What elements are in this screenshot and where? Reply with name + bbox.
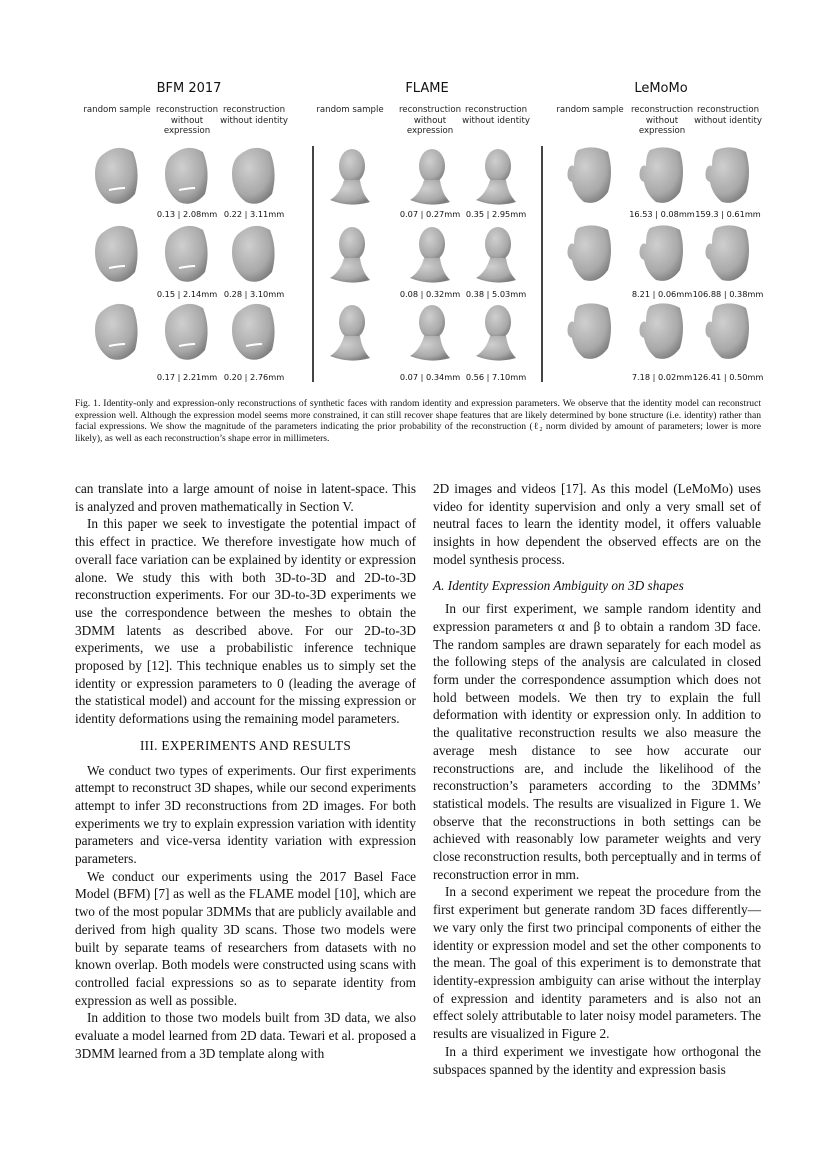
section-heading: III. EXPERIMENTS AND RESULTS — [139, 737, 352, 753]
paragraph: In a second experiment we repeat the procedure from the first experiment but generate random 3D faces differently—we vary only the first two principal components of either the identity or expression model and set the other components to the mean. The goal of this experiment is to demonstrate that identity-expression ambiguity can arise without the interplay of expression and identity parameters and is also not an effect solely attributable to later noisy model parameters. The results are visualized in Figure 2. — [433, 884, 761, 1042]
reconstruction-metric: 0.15 | 2.14mm — [156, 289, 218, 299]
column-label: random sample — [556, 105, 624, 115]
group-divider — [312, 146, 314, 382]
figure-caption: Fig. 1. Identity-only and expression-only reconstructions of synthetic faces with random identity and expression parameters. We observe that the identity model can reconstruct expression well. Although the expression model seems more constrained, it can still recover shape features that are likely determined by bone structure (i.e. identity) rather than facial expressions. We show the magnitude of the parameters indicating the prior probability of the reconstruction (ℓ₂ norm divided by amount of parameters; lower is more likely), as well as each reconstruction’s shape error in millimeters. — [75, 398, 761, 444]
figure-group-title: FLAME — [405, 81, 449, 96]
reconstruction-metric: 106.88 | 0.38mm — [692, 289, 764, 299]
column-label: reconstruction without identity — [220, 105, 288, 126]
paragraph: can translate into a large amount of noise in latent-space. This is analyzed and proven mathematically in Section V. — [75, 481, 416, 514]
reconstruction-metric: 0.07 | 0.34mm — [399, 372, 461, 382]
paragraph: We conduct our experiments using the 2017 Basel Face Model (BFM) [7] as well as the FLAME model [10], which are two of the most popular 3DMMs that are publicly available and derived from high quality 3D scans. Those two models were built by separate teams of researchers from datasets with no known overlap. Both models were constructed using scans with controlled facial expressions so as to separate identity from expression as well as possible. — [75, 868, 416, 1008]
column-label: random sample — [83, 105, 151, 115]
face-render — [466, 298, 526, 366]
face-render — [320, 298, 380, 366]
reconstruction-metric: 0.38 | 5.03mm — [465, 289, 527, 299]
face-render — [698, 298, 758, 366]
face-render — [698, 142, 758, 210]
column-label: reconstruction without expression — [398, 105, 462, 136]
face-render — [632, 142, 692, 210]
face-render — [560, 298, 620, 366]
face-render — [320, 142, 380, 210]
reconstruction-metric: 7.18 | 0.02mm — [631, 372, 693, 382]
face-render — [157, 220, 217, 288]
face-render — [698, 220, 758, 288]
face-render — [632, 220, 692, 288]
face-render — [400, 220, 460, 288]
face-render — [224, 298, 284, 366]
reconstruction-metric: 0.35 | 2.95mm — [465, 209, 527, 219]
face-render — [560, 142, 620, 210]
face-render — [466, 220, 526, 288]
face-render — [466, 142, 526, 210]
face-render — [400, 142, 460, 210]
face-render — [87, 298, 147, 366]
face-render — [224, 142, 284, 210]
reconstruction-metric: 0.56 | 7.10mm — [465, 372, 527, 382]
column-label: reconstruction without identity — [694, 105, 762, 126]
reconstruction-metric: 0.13 | 2.08mm — [156, 209, 218, 219]
reconstruction-metric: 0.20 | 2.76mm — [223, 372, 285, 382]
column-label: reconstruction without expression — [155, 105, 219, 136]
right-column — [433, 480, 761, 1078]
reconstruction-metric: 0.08 | 0.32mm — [399, 289, 461, 299]
face-render — [632, 298, 692, 366]
face-render — [320, 220, 380, 288]
face-render — [560, 220, 620, 288]
paragraph: In a third experiment we investigate how orthogonal the subspaces spanned by the identity and expression basis — [433, 1043, 761, 1077]
reconstruction-metric: 0.17 | 2.21mm — [156, 372, 218, 382]
column-label: reconstruction without identity — [462, 105, 530, 126]
reconstruction-metric: 16.53 | 0.08mm — [629, 209, 695, 219]
paragraph: In this paper we seek to investigate the potential impact of this effect in practice. We therefore investigate how much of overall face variation can be explained by identity or expression alone. We study this with both 3D-to-3D and 2D-to-3D reconstruction experiments. For our 3D-to-3D experiments we use the correspondence between the meshes to obtain the 3DMM latents as described above. For our 2D-to-3D experiments, we use a probabilistic inference technique proposed by [12]. This technique enables us to simply set the identity or expression parameters to 0 (leading the average of the statistical model) and account for the missing expression or identity deformations using the remaining model parameters. — [75, 516, 416, 727]
face-render — [224, 220, 284, 288]
face-render — [157, 142, 217, 210]
group-divider — [541, 146, 543, 382]
column-label: reconstruction without expression — [630, 105, 694, 136]
reconstruction-metric: 126.41 | 0.50mm — [692, 372, 764, 382]
face-render — [87, 220, 147, 288]
reconstruction-metric: 0.28 | 3.10mm — [223, 289, 285, 299]
paragraph: We conduct two types of experiments. Our first experiments attempt to reconstruct 3D shapes, while our second experiments attempt to infer 3D reconstructions from 2D images. For both experiments we try to explain expression variation with identity parameters and vice-versa identity variation with expression parameters. — [75, 762, 416, 867]
reconstruction-metric: 0.07 | 0.27mm — [399, 209, 461, 219]
left-column — [75, 480, 416, 1063]
paragraph: In addition to those two models built from 3D data, we also evaluate a model learned from 2D data. Tewari et al. proposed a 3DMM learned from a 3D template along with — [75, 1010, 416, 1061]
reconstruction-metric: 159.3 | 0.61mm — [695, 209, 761, 219]
face-render — [87, 142, 147, 210]
subsection-heading: A. Identity Expression Ambiguity on 3D shapes — [433, 577, 684, 593]
column-label: random sample — [316, 105, 384, 115]
reconstruction-metric: 0.22 | 3.11mm — [223, 209, 285, 219]
paragraph: In our first experiment, we sample random identity and expression parameters α and β to obtain a random 3D face. The random samples are drawn separately for each model as the following steps of the analysis are calculated in closed form under the correspondence assumption which does not hold between models. We then try to explain the full deformation with identity or expression only. In addition to the qualitative reconstruction results we also measure the average mesh distance to see how accurate our reconstructions are, and include the likelihood of the reconstruction’s parameters according to the 3DMMs’ statistical models. The results are visualized in Figure 1. We observe that the reconstructions in both settings can be achieved with reasonably low parameter weights and very close reconstruction results, both perceptually and in terms of reconstruction error in mm. — [433, 601, 761, 882]
paragraph: 2D images and videos [17]. As this model (LeMoMo) uses video for identity supervision and only a very small set of neutral faces to learn the identity model, it offers valuable insights in how dependent the observed effects are on the model synthesis process. — [433, 481, 761, 567]
figure-group-title: BFM 2017 — [156, 81, 222, 96]
figure-group-title: LeMoMo — [634, 81, 688, 96]
face-render — [157, 298, 217, 366]
reconstruction-metric: 8.21 | 0.06mm — [631, 289, 693, 299]
face-render — [400, 298, 460, 366]
